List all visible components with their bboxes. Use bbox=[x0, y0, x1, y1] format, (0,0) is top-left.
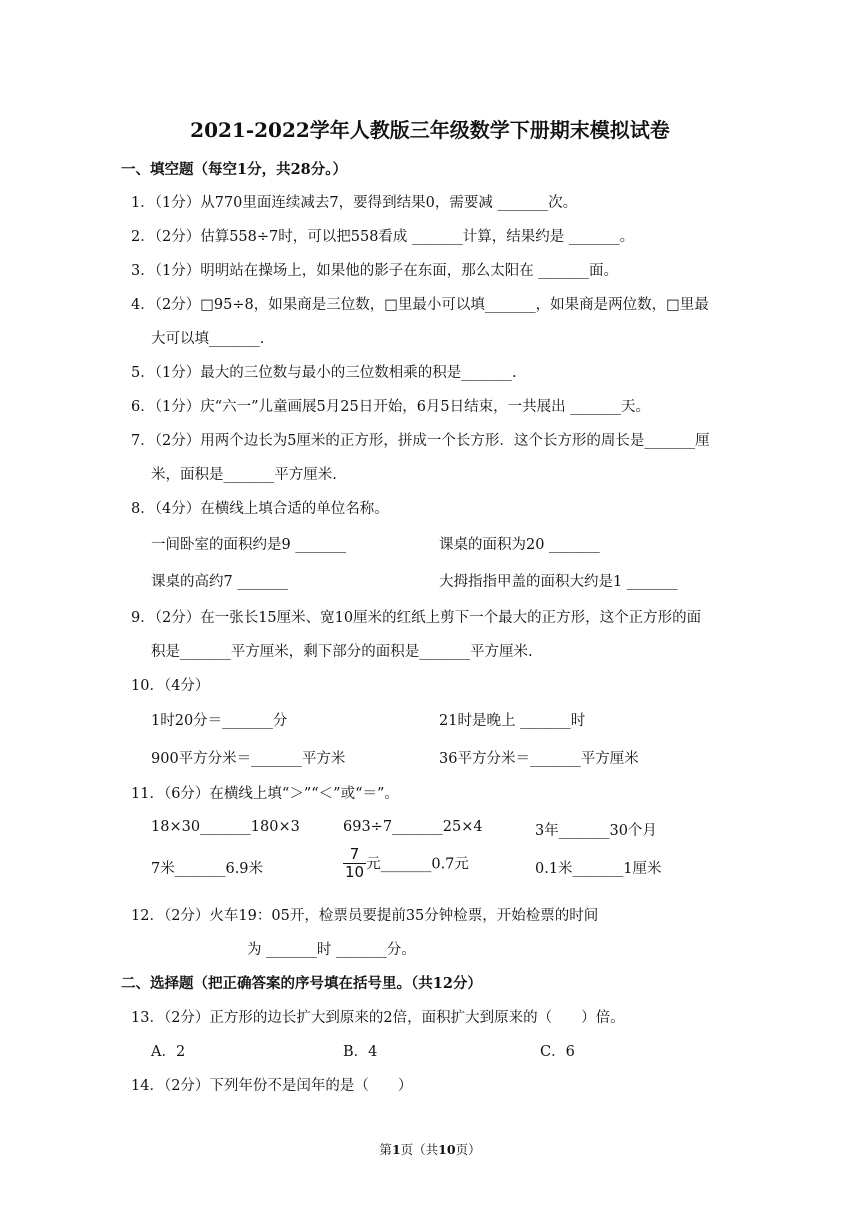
q8-item-bedroom: 一间卧室的面积约是9 _______ bbox=[151, 537, 347, 553]
question-8: 8．（4分）在横线上填合适的单位名称。 bbox=[131, 501, 389, 517]
q8-item-desk-area: 课桌的面积为20 _______ bbox=[439, 537, 600, 553]
footer-post: 页） bbox=[455, 1142, 481, 1157]
q11-compare-4: 7米_______6.9米 bbox=[151, 861, 264, 877]
q11-compare-3: 3年_______30个月 bbox=[535, 823, 657, 839]
fraction-denominator: 10 bbox=[345, 862, 365, 881]
question-5: 5．（1分）最大的三位数与最小的三位数相乘的积是_______. bbox=[131, 365, 517, 381]
q11-compare-2: 693÷7_______25×4 bbox=[343, 819, 483, 835]
page-title: 2021-2022学年人教版三年级数学下册期末模拟试卷 bbox=[190, 118, 670, 142]
question-14: 14．（2分）下列年份不是闰年的是（ ） bbox=[131, 1078, 413, 1094]
section-heading-multiple-choice: 二、选择题（把正确答案的序号填在括号里。（共12分） bbox=[121, 975, 482, 992]
question-12-line-1: 12．（2分）火车19：05开，检票员要提前35分钟检票，开始检票的时间 bbox=[131, 908, 599, 924]
question-9-line-1: 9．（2分）在一张长15厘米、宽10厘米的红纸上剪下一个最大的正方形，这个正方形的面 bbox=[131, 610, 702, 626]
q10-item-4: 36平方分米＝_______平方厘米 bbox=[439, 751, 639, 767]
footer-page-number: 1 bbox=[391, 1142, 401, 1157]
question-11: 11．（6分）在横线上填“＞”“＜”或“＝”。 bbox=[131, 786, 399, 802]
question-4-line-1: 4．（2分）□95÷8，如果商是三位数，□里最小可以填_______，如果商是两位数，□里最 bbox=[131, 297, 709, 313]
question-12-line-2: 为 _______时 _______分。 bbox=[247, 942, 416, 958]
question-10: 10．（4分） bbox=[131, 678, 210, 694]
footer-mid: 页（共 bbox=[400, 1142, 439, 1157]
q11-compare-1: 18×30_______180×3 bbox=[151, 819, 300, 835]
q10-item-3: 900平方分米＝_______平方米 bbox=[151, 751, 346, 767]
question-3: 3．（1分）明明站在操场上，如果他的影子在东面，那么太阳在 _______面。 bbox=[131, 263, 619, 279]
question-1: 1．（1分）从770里面连续减去7，要得到结果0，需要减 _______次。 bbox=[131, 195, 578, 211]
footer-total-pages: 10 bbox=[438, 1142, 456, 1157]
question-7-line-2: 米，面积是_______平方厘米. bbox=[151, 467, 337, 483]
question-6: 6．（1分）庆“六一”儿童画展5月25日开始，6月5日结束，一共展出 _______天。 bbox=[131, 399, 651, 415]
q10-item-1: 1时20分＝_______分 bbox=[151, 713, 288, 729]
question-9-line-2: 积是_______平方厘米，剩下部分的面积是_______平方厘米. bbox=[151, 644, 533, 660]
question-13: 13．（2分）正方形的边长扩大到原来的2倍，面积扩大到原来的（ ）倍。 bbox=[131, 1010, 625, 1026]
q11-compare-6: 0.1米_______1厘米 bbox=[535, 861, 662, 877]
footer-pre: 第 bbox=[379, 1142, 392, 1157]
question-4-line-2: 大可以填_______. bbox=[151, 331, 265, 347]
fraction-seven-tenths bbox=[343, 846, 366, 880]
page-footer bbox=[0, 1140, 860, 1158]
q13-option-c: C．6 bbox=[540, 1044, 575, 1060]
question-7-line-1: 7．（2分）用两个边长为5厘米的正方形，拼成一个长方形．这个长方形的周长是_______厘 bbox=[131, 433, 710, 449]
q13-option-b: B．4 bbox=[343, 1044, 378, 1060]
q13-option-a: A．2 bbox=[151, 1044, 186, 1060]
section-heading-fill-blank: 一、填空题（每空1分，共28分。） bbox=[121, 161, 348, 178]
q11-compare-5-text: 元_______0.7元 bbox=[366, 856, 469, 873]
q8-item-desk-height: 课桌的高约7 _______ bbox=[151, 574, 289, 590]
question-2: 2．（2分）估算558÷7时，可以把558看成 _______计算，结果约是 _______。 bbox=[131, 229, 635, 245]
q8-item-thumbnail: 大拇指指甲盖的面积大约是1 _______ bbox=[439, 574, 678, 590]
q10-item-2: 21时是晚上 _______时 bbox=[439, 713, 586, 729]
q11-compare-5 bbox=[343, 846, 469, 880]
fraction-numerator: 7 bbox=[343, 846, 366, 864]
